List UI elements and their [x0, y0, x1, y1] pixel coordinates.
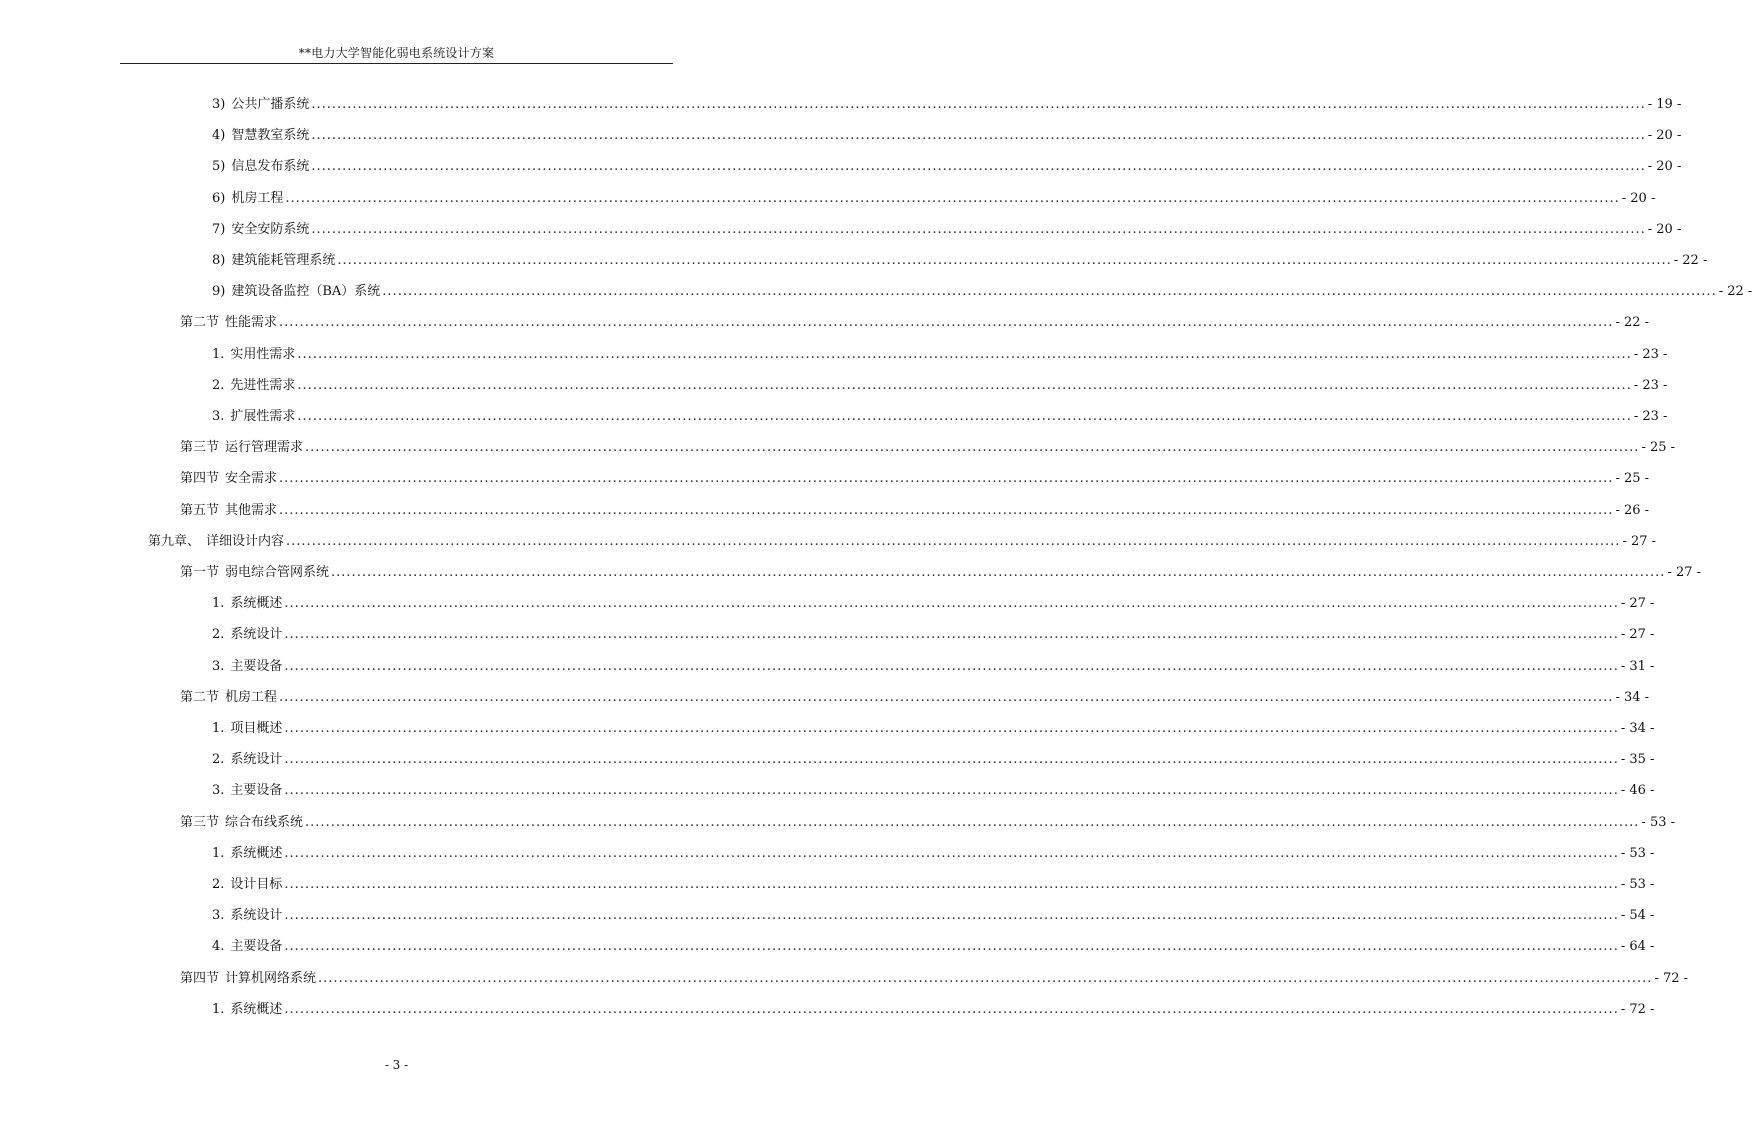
- toc-entry-title: 安全需求: [225, 471, 278, 487]
- toc-entry[interactable]: [212, 657, 1655, 677]
- toc-entry-number: 3.: [212, 783, 225, 799]
- toc-entry-title: 项目概述: [230, 721, 283, 736]
- toc-entry[interactable]: [212, 251, 1708, 271]
- toc-dot-leader: ....................................................................................................................................................................................................................................................................: [311, 159, 1646, 175]
- toc-dot-leader: ....................................................................................................................................................................................................................................................................: [284, 939, 1619, 955]
- toc-dot-leader: ....................................................................................................................................................................................................................................................................: [284, 596, 1619, 612]
- toc-entry-page: - 46 -: [1620, 783, 1655, 799]
- toc-dot-leader: ....................................................................................................................................................................................................................................................................: [284, 845, 1619, 861]
- toc-dot-leader: ....................................................................................................................................................................................................................................................................: [305, 440, 1640, 456]
- toc-entry[interactable]: [180, 813, 1676, 833]
- toc-entry[interactable]: [212, 220, 1682, 240]
- toc-entry[interactable]: [212, 844, 1655, 864]
- toc-dot-leader: ....................................................................................................................................................................................................................................................................: [297, 409, 1632, 424]
- toc-entry-page: - 26 -: [1615, 502, 1650, 518]
- toc-entry-number: 5): [212, 159, 226, 175]
- toc-entry-number: 3.: [212, 658, 225, 674]
- toc-entry-page: - 25 -: [1615, 471, 1650, 487]
- toc-entry-number: 1.: [212, 721, 225, 736]
- toc-entry-number: 第二节: [180, 689, 220, 705]
- toc-entry-title: 主要设备: [230, 939, 283, 955]
- toc-entry[interactable]: [212, 937, 1655, 957]
- toc-dot-leader: ....................................................................................................................................................................................................................................................................: [284, 752, 1619, 768]
- toc-entry-page: - 22 -: [1718, 284, 1752, 300]
- toc-entry-page: - 54 -: [1620, 908, 1655, 924]
- toc-entry[interactable]: [212, 781, 1655, 801]
- toc-entry-page: - 20 -: [1647, 159, 1682, 175]
- toc-entry-title: 实用性需求: [230, 346, 296, 362]
- toc-entry[interactable]: [180, 563, 1702, 583]
- toc-entry-title: 机房工程: [231, 190, 284, 206]
- toc-dot-leader: ....................................................................................................................................................................................................................................................................: [305, 814, 1640, 830]
- toc-dot-leader: ....................................................................................................................................................................................................................................................................: [337, 253, 1672, 268]
- toc-entry-page: - 53 -: [1641, 814, 1676, 830]
- toc-entry[interactable]: [212, 282, 1752, 302]
- toc-entry-number: 2.: [212, 377, 225, 393]
- toc-entry-page: - 27 -: [1622, 533, 1657, 549]
- toc-entry-number: 2.: [212, 627, 225, 643]
- toc-entry-title: 建筑能耗管理系统: [231, 253, 336, 268]
- toc-entry[interactable]: [212, 906, 1655, 926]
- toc-entry-title: 系统概述: [230, 845, 283, 861]
- toc-entry-number: 6): [212, 190, 226, 206]
- toc-dot-leader: ....................................................................................................................................................................................................................................................................: [279, 502, 1614, 518]
- page-number: - 3 -: [384, 1058, 409, 1072]
- toc-entry[interactable]: [212, 594, 1655, 614]
- toc-entry-page: - 25 -: [1641, 440, 1676, 456]
- toc-entry-number: 3): [212, 97, 226, 112]
- toc-entry-number: 第三节: [180, 814, 220, 830]
- toc-dot-leader: ....................................................................................................................................................................................................................................................................: [284, 658, 1619, 674]
- toc-entry-title: 弱电综合管网系统: [225, 565, 330, 580]
- toc-entry-page: - 34 -: [1615, 689, 1650, 705]
- toc-entry-number: 第四节: [180, 970, 220, 986]
- toc-entry-page: - 20 -: [1621, 190, 1656, 206]
- toc-entry-number: 3.: [212, 409, 225, 424]
- toc-entry[interactable]: [212, 345, 1668, 365]
- toc-entry-title: 设计目标: [230, 877, 283, 892]
- toc-dot-leader: ....................................................................................................................................................................................................................................................................: [297, 377, 1632, 393]
- toc-entry-number: 7): [212, 221, 226, 237]
- toc-dot-leader: ....................................................................................................................................................................................................................................................................: [311, 221, 1646, 237]
- toc-entry[interactable]: [180, 469, 1650, 489]
- toc-entry-title: 公共广播系统: [231, 97, 310, 112]
- toc-entry[interactable]: [180, 313, 1650, 333]
- toc-dot-leader: ....................................................................................................................................................................................................................................................................: [382, 284, 1717, 300]
- toc-entry-number: 8): [212, 253, 226, 268]
- toc-entry-number: 9): [212, 284, 226, 300]
- toc-entry-number: 第三节: [180, 440, 220, 456]
- toc-entry-page: - 20 -: [1647, 128, 1682, 144]
- toc-dot-leader: ....................................................................................................................................................................................................................................................................: [284, 908, 1619, 924]
- toc-entry[interactable]: [212, 95, 1682, 115]
- toc-entry-title: 运行管理需求: [225, 440, 304, 456]
- toc-entry-page: - 53 -: [1620, 845, 1655, 861]
- toc-entry-number: 4): [212, 128, 226, 144]
- toc-entry[interactable]: [212, 407, 1668, 427]
- toc-entry-title: 智慧教室系统: [231, 128, 310, 144]
- toc-entry-title: 信息发布系统: [231, 159, 310, 175]
- toc-dot-leader: ....................................................................................................................................................................................................................................................................: [284, 721, 1619, 736]
- toc-entry-page: - 20 -: [1647, 221, 1682, 237]
- toc-entry-page: - 22 -: [1673, 253, 1708, 268]
- toc-entry-number: 2.: [212, 877, 225, 892]
- toc-entry[interactable]: [212, 189, 1656, 209]
- toc-entry-number: 1.: [212, 1001, 225, 1017]
- toc-entry-title: 主要设备: [230, 783, 283, 799]
- toc-entry-title: 主要设备: [230, 658, 283, 674]
- toc-dot-leader: ....................................................................................................................................................................................................................................................................: [286, 533, 1621, 549]
- toc-entry[interactable]: [180, 438, 1676, 458]
- toc-entry-title: 详细设计内容: [206, 533, 285, 549]
- toc-entry-page: - 64 -: [1620, 939, 1655, 955]
- toc-entry[interactable]: [148, 532, 1657, 552]
- toc-entry-title: 扩展性需求: [230, 409, 296, 424]
- toc-dot-leader: ....................................................................................................................................................................................................................................................................: [279, 315, 1614, 331]
- toc-dot-leader: ....................................................................................................................................................................................................................................................................: [284, 1001, 1619, 1017]
- toc-entry-title: 计算机网络系统: [225, 970, 317, 986]
- toc-entry-number: 第二节: [180, 315, 220, 331]
- toc-entry-number: 1.: [212, 596, 225, 612]
- toc-entry[interactable]: [180, 688, 1650, 708]
- toc-dot-leader: ....................................................................................................................................................................................................................................................................: [284, 783, 1619, 799]
- toc-entry[interactable]: [180, 501, 1650, 521]
- toc-entry-page: - 22 -: [1615, 315, 1650, 331]
- toc-entry[interactable]: [180, 969, 1689, 989]
- toc-entry-title: 综合布线系统: [225, 814, 304, 830]
- toc-entry-number: 3.: [212, 908, 225, 924]
- toc-entry-title: 建筑设备监控（BA）系统: [231, 284, 381, 300]
- toc-entry[interactable]: [212, 157, 1682, 177]
- toc-entry-page: - 72 -: [1654, 970, 1689, 986]
- toc-dot-leader: ....................................................................................................................................................................................................................................................................: [284, 627, 1619, 643]
- toc-entry-page: - 72 -: [1620, 1001, 1655, 1017]
- toc-entry[interactable]: [212, 126, 1682, 146]
- toc-entry-number: 第五节: [180, 502, 220, 518]
- toc-entry-number: 第九章、: [148, 533, 201, 549]
- toc-dot-leader: ....................................................................................................................................................................................................................................................................: [279, 689, 1614, 705]
- toc-entry[interactable]: [212, 376, 1668, 396]
- toc-entry-page: - 27 -: [1620, 596, 1655, 612]
- toc-entry-title: 性能需求: [225, 315, 278, 331]
- toc-entry-title: 系统设计: [230, 752, 283, 768]
- toc-dot-leader: ....................................................................................................................................................................................................................................................................: [311, 97, 1646, 112]
- toc-entry-page: - 53 -: [1620, 877, 1655, 892]
- toc-entry-page: - 23 -: [1633, 409, 1668, 424]
- toc-entry-page: - 34 -: [1620, 721, 1655, 736]
- toc-entry-title: 系统概述: [230, 596, 283, 612]
- toc-entry[interactable]: [212, 750, 1655, 770]
- toc-entry[interactable]: [212, 625, 1655, 645]
- toc-entry-title: 先进性需求: [230, 377, 296, 393]
- toc-entry-title: 系统设计: [230, 908, 283, 924]
- page-header-title: **电力大学智能化弱电系统设计方案: [298, 46, 495, 60]
- toc-entry-page: - 19 -: [1647, 97, 1682, 112]
- toc-entry-title: 机房工程: [225, 689, 278, 705]
- toc-entry-page: - 35 -: [1620, 752, 1655, 768]
- toc-entry-title: 安全安防系统: [231, 221, 310, 237]
- toc-entry[interactable]: [212, 1000, 1655, 1020]
- toc-entry-number: 1.: [212, 845, 225, 861]
- toc-entry-title: 系统设计: [230, 627, 283, 643]
- header-rule: [120, 63, 673, 64]
- toc-dot-leader: ....................................................................................................................................................................................................................................................................: [284, 877, 1619, 892]
- toc-entry-number: 2.: [212, 752, 225, 768]
- toc-dot-leader: ....................................................................................................................................................................................................................................................................: [279, 471, 1614, 487]
- toc-dot-leader: ....................................................................................................................................................................................................................................................................: [318, 970, 1653, 986]
- toc-dot-leader: ....................................................................................................................................................................................................................................................................: [297, 346, 1632, 362]
- toc-entry[interactable]: [212, 875, 1655, 895]
- toc-entry-page: - 23 -: [1633, 346, 1668, 362]
- toc-entry-page: - 27 -: [1620, 627, 1655, 643]
- toc-entry-number: 4.: [212, 939, 225, 955]
- toc-entry-page: - 27 -: [1667, 565, 1702, 580]
- toc-entry-number: 1.: [212, 346, 225, 362]
- toc-entry-title: 系统概述: [230, 1001, 283, 1017]
- toc-entry-title: 其他需求: [225, 502, 278, 518]
- toc-entry-page: - 23 -: [1633, 377, 1668, 393]
- toc-entry-number: 第四节: [180, 471, 220, 487]
- toc-dot-leader: ....................................................................................................................................................................................................................................................................: [285, 190, 1620, 206]
- toc-dot-leader: ....................................................................................................................................................................................................................................................................: [331, 565, 1666, 580]
- toc-entry-page: - 31 -: [1620, 658, 1655, 674]
- toc-entry[interactable]: [212, 719, 1655, 739]
- toc-entry-number: 第一节: [180, 565, 220, 580]
- toc-dot-leader: ....................................................................................................................................................................................................................................................................: [311, 128, 1646, 144]
